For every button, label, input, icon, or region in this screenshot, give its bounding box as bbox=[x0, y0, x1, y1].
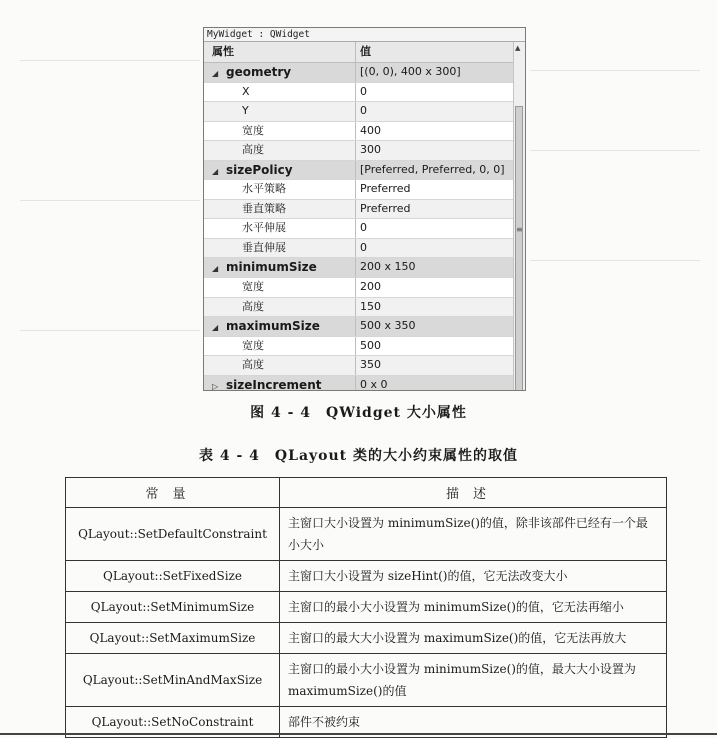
property-value[interactable]: 500 x 350 bbox=[360, 319, 416, 333]
constant-cell: QLayout::SetNoConstraint bbox=[66, 707, 280, 738]
description-column-header: 描述 bbox=[280, 478, 667, 508]
collapse-arrow-icon[interactable]: ◢ bbox=[212, 166, 219, 176]
constant-cell: QLayout::SetDefaultConstraint bbox=[66, 508, 280, 561]
property-row[interactable] bbox=[204, 180, 514, 200]
property-row[interactable] bbox=[204, 337, 514, 357]
property-value[interactable]: Preferred bbox=[360, 182, 411, 196]
property-value[interactable]: 200 bbox=[360, 280, 381, 294]
property-group-sizePolicy[interactable] bbox=[204, 161, 514, 181]
property-value[interactable]: [(0, 0), 400 x 300] bbox=[360, 65, 461, 78]
property-group-geometry[interactable] bbox=[204, 63, 514, 83]
table-row bbox=[66, 592, 667, 623]
constant-cell: QLayout::SetMaximumSize bbox=[66, 623, 280, 654]
constant-cell: QLayout::SetMinimumSize bbox=[66, 592, 280, 623]
description-cell: 主窗口的最小大小设置为 minimumSize()的值，最大大小设置为 maximumSize()的值 bbox=[280, 654, 667, 707]
vertical-scrollbar[interactable] bbox=[513, 42, 525, 390]
figure-caption: 图 4 - 4 QWidget 大小属性 bbox=[250, 405, 467, 421]
property-grid-header bbox=[204, 42, 514, 63]
property-name: 垂直策略 bbox=[204, 200, 356, 219]
property-column-header: 属性 bbox=[204, 42, 356, 62]
constant-cell: QLayout::SetMinAndMaxSize bbox=[66, 654, 280, 707]
property-row[interactable] bbox=[204, 200, 514, 220]
description-cell: 部件不被约束 bbox=[280, 707, 667, 738]
table-row bbox=[66, 654, 667, 707]
collapse-arrow-icon[interactable]: ◢ bbox=[212, 69, 219, 78]
property-name: 宽度 bbox=[204, 122, 356, 141]
property-row[interactable] bbox=[204, 141, 514, 161]
property-row[interactable] bbox=[204, 219, 514, 239]
table-row bbox=[66, 508, 667, 561]
table-row bbox=[66, 561, 667, 592]
property-value[interactable]: 200 x 150 bbox=[360, 260, 416, 274]
collapse-arrow-icon[interactable]: ◢ bbox=[212, 323, 219, 333]
page-bottom-rule bbox=[0, 733, 717, 735]
property-group-maximumSize[interactable] bbox=[204, 317, 514, 337]
property-name: 宽度 bbox=[204, 337, 356, 356]
property-editor-title: MyWidget : QWidget bbox=[204, 28, 525, 42]
property-value[interactable]: 0 x 0 bbox=[360, 377, 388, 391]
property-name: 垂直伸展 bbox=[204, 239, 356, 258]
property-name: maximumSize bbox=[226, 319, 320, 334]
table-caption: 表 4 - 4 QLayout 类的大小约束属性的取值 bbox=[198, 448, 519, 464]
property-value[interactable]: 0 bbox=[360, 221, 367, 235]
expand-arrow-icon[interactable]: ▷ bbox=[212, 381, 219, 391]
property-name: 水平伸展 bbox=[204, 219, 356, 238]
property-grid bbox=[204, 42, 514, 391]
property-name: minimumSize bbox=[226, 260, 317, 275]
constraint-table bbox=[65, 477, 667, 738]
description-cell: 主窗口的最小大小设置为 minimumSize()的值，它无法再缩小 bbox=[280, 592, 667, 623]
property-value[interactable]: 0 bbox=[360, 240, 367, 254]
property-group-sizeIncrement[interactable] bbox=[204, 376, 514, 391]
value-column-header: 值 bbox=[360, 45, 371, 58]
scroll-grip-icon: ≡ bbox=[516, 225, 523, 234]
table-row bbox=[66, 623, 667, 654]
property-value[interactable]: [Preferred, Preferred, 0, 0] bbox=[360, 162, 505, 176]
property-name: 宽度 bbox=[204, 278, 356, 297]
property-name: 高度 bbox=[204, 141, 356, 160]
description-cell: 主窗口大小设置为 sizeHint()的值，它无法改变大小 bbox=[280, 561, 667, 592]
scrollbar-thumb[interactable] bbox=[515, 106, 523, 391]
property-value[interactable]: 0 bbox=[360, 104, 367, 118]
property-group-minimumSize[interactable] bbox=[204, 258, 514, 278]
collapse-arrow-icon[interactable]: ◢ bbox=[212, 264, 219, 274]
property-value[interactable]: 400 bbox=[360, 123, 381, 137]
property-value[interactable]: 300 bbox=[360, 143, 381, 157]
property-row[interactable] bbox=[204, 122, 514, 142]
property-name: sizePolicy bbox=[226, 162, 293, 177]
description-cell: 主窗口的最大大小设置为 maximumSize()的值，它无法再放大 bbox=[280, 623, 667, 654]
constant-column-header: 常量 bbox=[66, 478, 280, 508]
property-value[interactable]: Preferred bbox=[360, 201, 411, 215]
property-name: X bbox=[204, 83, 356, 102]
constant-cell: QLayout::SetFixedSize bbox=[66, 561, 280, 592]
property-name: geometry bbox=[226, 65, 292, 79]
property-editor bbox=[203, 27, 526, 391]
property-name: sizeIncrement bbox=[226, 377, 322, 391]
property-name: Y bbox=[204, 102, 356, 121]
property-row[interactable] bbox=[204, 278, 514, 298]
property-name: 高度 bbox=[204, 356, 356, 375]
property-name: 水平策略 bbox=[204, 180, 356, 199]
property-row[interactable] bbox=[204, 298, 514, 318]
table-header-row bbox=[66, 478, 667, 508]
property-value[interactable]: 500 bbox=[360, 338, 381, 352]
property-row[interactable] bbox=[204, 102, 514, 122]
property-value[interactable]: 0 bbox=[360, 84, 367, 98]
property-row[interactable] bbox=[204, 356, 514, 376]
property-row[interactable] bbox=[204, 239, 514, 259]
property-row[interactable] bbox=[204, 83, 514, 103]
property-value[interactable]: 150 bbox=[360, 299, 381, 313]
property-name: 高度 bbox=[204, 298, 356, 317]
property-value[interactable]: 350 bbox=[360, 358, 381, 372]
description-cell: 主窗口大小设置为 minimumSize()的值，除非该部件已经有一个最小大小 bbox=[280, 508, 667, 561]
scroll-up-arrow-icon[interactable]: ▲ bbox=[515, 44, 521, 52]
